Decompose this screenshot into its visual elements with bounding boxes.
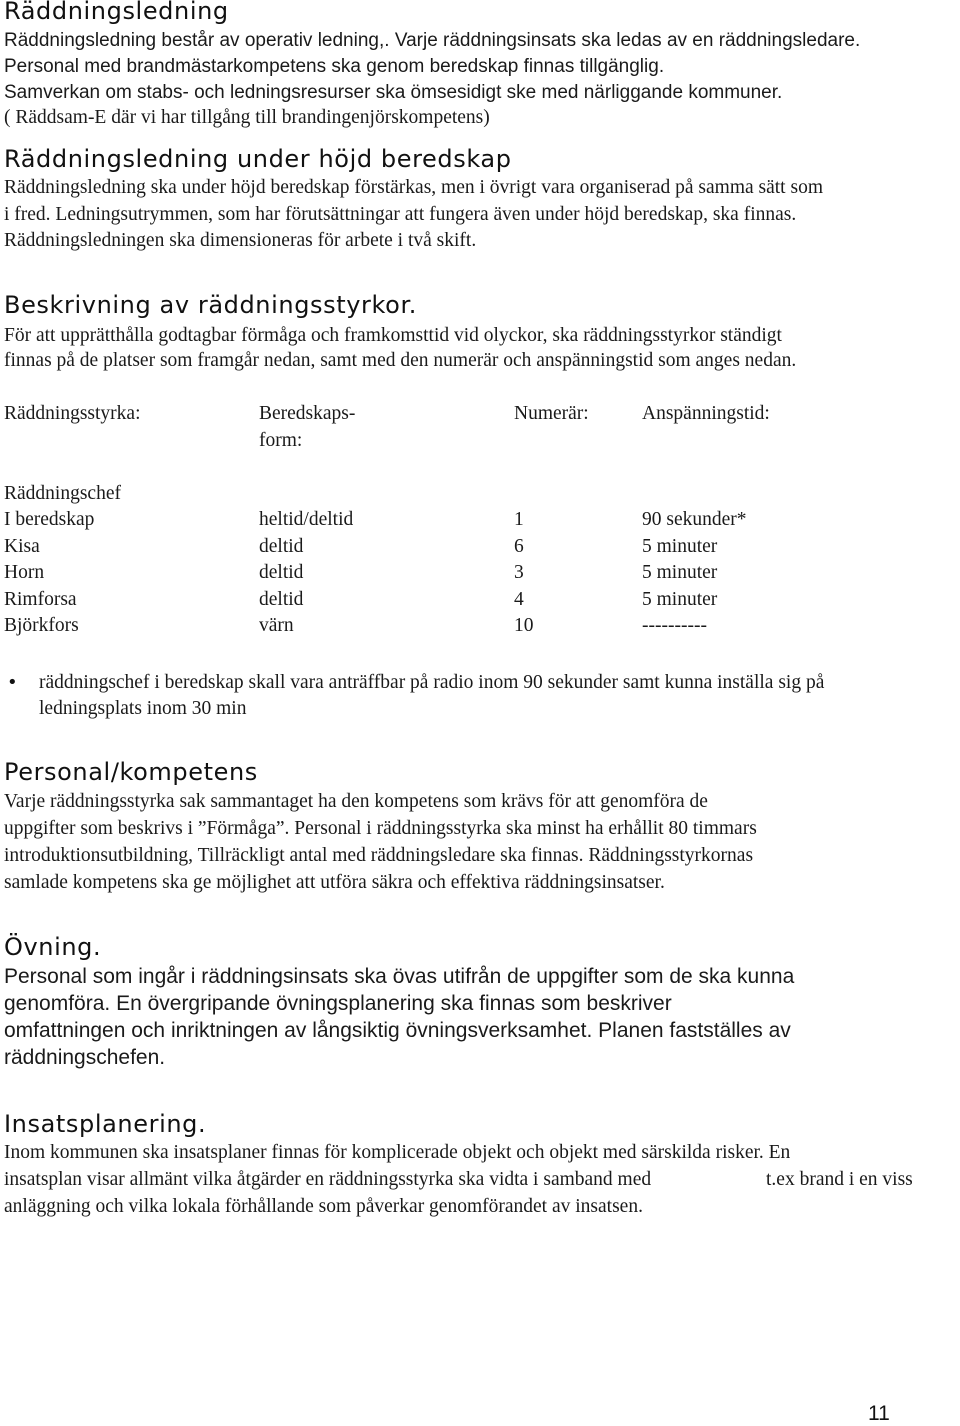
table-cell-tid: 5 minuter [642,536,718,557]
paragraph-line: Räddningsledning består av operativ ledning,. Varje räddningsinsats ska ledas av en räddningsledare. [4,30,861,51]
table-cell-styrka: I beredskap [4,509,95,530]
table-group-label: Räddningschef [4,483,121,504]
paragraph-line: samlade kompetens ska ge möjlighet att utföra säkra och effektiva räddningsinsatser. [4,872,665,893]
table-cell-numerar: 6 [514,536,524,557]
table-cell-tid: 5 minuter [642,562,718,583]
table-cell-numerar: 10 [514,615,534,636]
table-cell-tid: ---------- [642,615,707,636]
table-cell-numerar: 3 [514,562,524,583]
paragraph-line: Personal med brandmästarkompetens ska genom beredskap finnas tillgänglig. [4,56,665,77]
bullet-text-line: ledningsplats inom 30 min [39,698,247,719]
table-cell-numerar: 4 [514,589,524,610]
paragraph-line: uppgifter som beskrivs i ”Förmåga”. Personal i räddningsstyrka ska minst ha erhållit 80 timmars [4,818,757,839]
table-cell-form: heltid/deltid [259,509,354,530]
section-heading-insatsplanering: Insatsplanering. [4,1110,207,1138]
table-cell-form: deltid [259,562,304,583]
paragraph-line: omfattningen och inriktningen av långsiktig övningsverksamhet. Planen fastställes av [4,1019,791,1042]
paragraph-line: genomföra. En övergripande övningsplanering ska finnas som beskriver [4,992,672,1015]
paragraph-line: finnas på de platser som framgår nedan, samt med den numerär och anspänningstid som anges nedan. [4,350,797,371]
paragraph-line: anläggning och vilka lokala förhållande som påverkar genomförandet av insatsen. [4,1196,643,1217]
paragraph-line: Räddningsledning ska under höjd beredskap förstärkas, men i övrigt vara organiserad på samma sätt som [4,177,823,198]
paragraph-line: Varje räddningsstyrka sak sammantaget ha den kompetens som krävs för att genomföra de [4,791,708,812]
paragraph-line: insatsplan visar allmänt vilka åtgärder en räddningsstyrka ska vidta i samband med [4,1169,652,1190]
section-heading-personal: Personal/kompetens [4,758,258,786]
table-cell-form: deltid [259,536,304,557]
paragraph-line: introduktionsutbildning, Tillräckligt antal med räddningsledare ska finnas. Räddningsstyrkornas [4,845,754,866]
paragraph-line: räddningschefen. [4,1046,166,1069]
table-header-form: Beredskaps- [259,403,356,424]
table-cell-form: värn [259,615,294,636]
table-header-numerar: Numerär: [514,403,589,424]
bullet-text-line: räddningschef i beredskap skall vara anträffbar på radio inom 90 sekunder samt kunna inställa sig på [39,672,825,693]
table-cell-tid: 90 sekunder* [642,509,747,530]
table-cell-styrka: Horn [4,562,45,583]
table-cell-form: deltid [259,589,304,610]
paragraph-line: Räddningsledningen ska dimensioneras för arbete i två skift. [4,230,477,251]
table-cell-numerar: 1 [514,509,524,530]
table-cell-styrka: Kisa [4,536,40,557]
paragraph-line: t.ex brand i en viss [766,1169,913,1190]
table-cell-tid: 5 minuter [642,589,718,610]
paragraph-line: Inom kommunen ska insatsplaner finnas för komplicerade objekt och objekt med särskilda risker. En [4,1142,791,1163]
section-heading-hojd-beredskap: Räddningsledning under höjd beredskap [4,145,512,173]
paragraph-line: Samverkan om stabs- och ledningsresurser ska ömsesidigt ske med närliggande kommuner. [4,82,783,103]
page-number: 11 [868,1402,890,1425]
section-heading-ovning: Övning. [4,933,102,961]
table-header-styrka: Räddningsstyrka: [4,403,141,424]
paragraph-line: För att upprätthålla godtagbar förmåga och framkomsttid vid olyckor, ska räddningsstyrkor ständigt [4,325,782,346]
paragraph-line: i fred. Ledningsutrymmen, som har förutsättningar att fungera även under höjd beredskap, ska finnas. [4,204,797,225]
section-heading-raddningsledning: Räddningsledning [4,0,229,25]
paragraph-line: Personal som ingår i räddningsinsats ska övas utifrån de uppgifter som de ska kunna [4,965,795,988]
table-cell-styrka: Björkfors [4,615,79,636]
table-header-form-cont: form: [259,430,303,451]
section-heading-beskrivning: Beskrivning av räddningsstyrkor. [4,291,417,319]
bullet-icon: • [7,672,18,693]
table-cell-styrka: Rimforsa [4,589,77,610]
paragraph-line: ( Räddsam-E där vi har tillgång till brandingenjörskompetens) [4,107,490,128]
table-header-tid: Anspänningstid: [642,403,770,424]
